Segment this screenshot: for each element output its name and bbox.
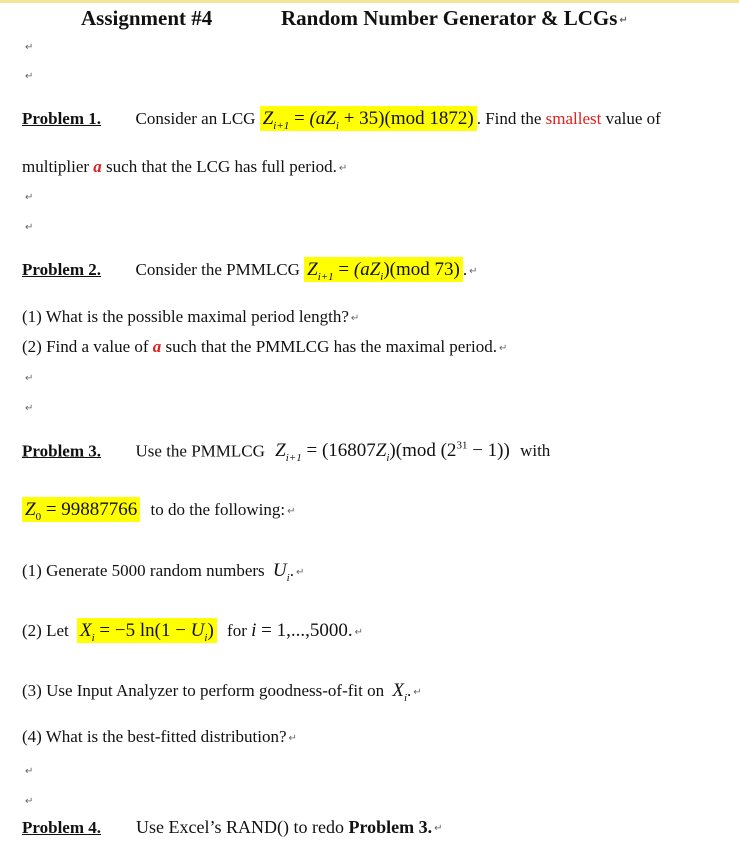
problem-3-label: Problem 3.: [22, 441, 102, 461]
problem-1-line-1: [22, 108, 661, 132]
paragraph-mark-icon: ↵: [25, 373, 34, 384]
top-border: [0, 0, 739, 3]
step-2-text: (2) Let: [22, 621, 69, 640]
assignment-number: Assignment #4: [81, 6, 213, 30]
x-i-symbol: $X_i$: [392, 680, 408, 704]
multiplier-word: multiplier: [22, 157, 90, 176]
document-title-text: Random Number Generator & LCGs: [281, 6, 618, 30]
paragraph-mark-icon: ↵: [25, 42, 34, 53]
paragraph-mark-icon: ↵: [619, 14, 628, 26]
problem-3-lead: Use the PMMLCG: [135, 441, 265, 461]
paragraph-mark-icon: ↵: [25, 403, 34, 414]
paragraph-mark-icon: ↵: [469, 265, 478, 277]
paragraph-mark-icon: ↵: [354, 626, 364, 638]
problem-4-end: .: [427, 817, 433, 837]
problem-1-tail: such that the LCG has full period.: [106, 157, 337, 176]
problem-1-value-of: value of: [605, 109, 661, 128]
problem-4-label: Problem 4.: [22, 818, 102, 837]
problem-2-question-2: [22, 337, 507, 357]
step-3-text: (3) Use Input Analyzer to perform goodness-of-fit on: [22, 681, 385, 700]
paragraph-mark-icon: ↵: [25, 222, 34, 233]
paragraph-mark-icon: ↵: [25, 71, 34, 82]
problem-3-seed-tail: to do the following:: [150, 500, 286, 519]
document-title: [281, 6, 628, 31]
paragraph-mark-icon: ↵: [498, 342, 508, 354]
u-i-symbol: $U_i$: [272, 560, 290, 584]
paragraph-mark-icon: ↵: [338, 162, 348, 174]
paragraph-mark-icon: ↵: [434, 823, 443, 835]
lcg-formula: $Z_{i+1} = (aZ_i + 35)(mod$ 1872): [260, 106, 477, 131]
multiplier-a: a: [93, 157, 102, 176]
seed-formula: $Z_0 = 99887766$: [22, 497, 140, 522]
problem-1-line-2: [22, 157, 347, 177]
problem-1-lead: Consider an LCG: [135, 109, 256, 128]
problem-3-reference: Problem 3: [348, 817, 428, 837]
problem-2-q2-start: (2) Find a value of: [22, 337, 149, 356]
problem-3-step-3: (3) Use Input Analyzer to perform goodness-of-fit on $X_i$. ↵: [22, 680, 422, 704]
paragraph-mark-icon: ↵: [25, 192, 34, 203]
problem-2-q2-end: such that the PMMLCG has the maximal period.: [165, 337, 497, 356]
problem-1-label: Problem 1.: [22, 109, 102, 128]
index-range: i = 1,...,5000.: [251, 620, 353, 641]
paragraph-mark-icon: ↵: [287, 505, 296, 517]
problem-3-step-4: [22, 727, 297, 747]
problem-2-question-1: [22, 307, 359, 327]
problem-3-with: with: [520, 441, 551, 461]
problem-3-step-2: [22, 620, 363, 644]
problem-2-after: .: [462, 260, 468, 279]
step-1-text: (1) Generate 5000 random numbers: [22, 561, 265, 580]
problem-2-label: Problem 2.: [22, 260, 102, 279]
problem-3-line-1: [22, 440, 550, 464]
problem-2-lead: Consider the PMMLCG: [135, 260, 300, 279]
paragraph-mark-icon: ↵: [25, 766, 34, 777]
paragraph-mark-icon: ↵: [350, 312, 360, 324]
step-2-for: for: [227, 621, 247, 640]
problem-1-after: . Find the: [476, 109, 542, 128]
paragraph-mark-icon: ↵: [288, 732, 297, 744]
paragraph-mark-icon: ↵: [25, 796, 34, 807]
problem-4-lead: Use Excel’s RAND() to redo: [136, 817, 344, 837]
problem-4-line: [22, 817, 443, 838]
problem-3-step-1: (1) Generate 5000 random numbers $U_i$. ↵: [22, 560, 305, 584]
inverse-transform-formula: $X_i = -5$ $\ln(1 - U_i)$: [77, 618, 217, 643]
pmmlcg-formula: $Z_{i+1} = (aZ_i)(mod$ 73): [304, 257, 463, 282]
paragraph-mark-icon: ↵: [413, 686, 422, 698]
problem-3-formula: $Z_{i+1} = (16807Z_i)(mod$ $(2^{31} - 1)$): [275, 440, 510, 465]
step-4-text: (4) What is the best-fitted distribution?: [22, 727, 287, 746]
smallest-word: smallest: [545, 109, 602, 128]
paragraph-mark-icon: ↵: [295, 566, 305, 578]
problem-2-q1-text: (1) What is the possible maximal period length?: [22, 307, 349, 326]
problem-2-a: a: [152, 337, 162, 356]
problem-2-line: [22, 259, 478, 283]
problem-3-line-2: [22, 499, 296, 523]
